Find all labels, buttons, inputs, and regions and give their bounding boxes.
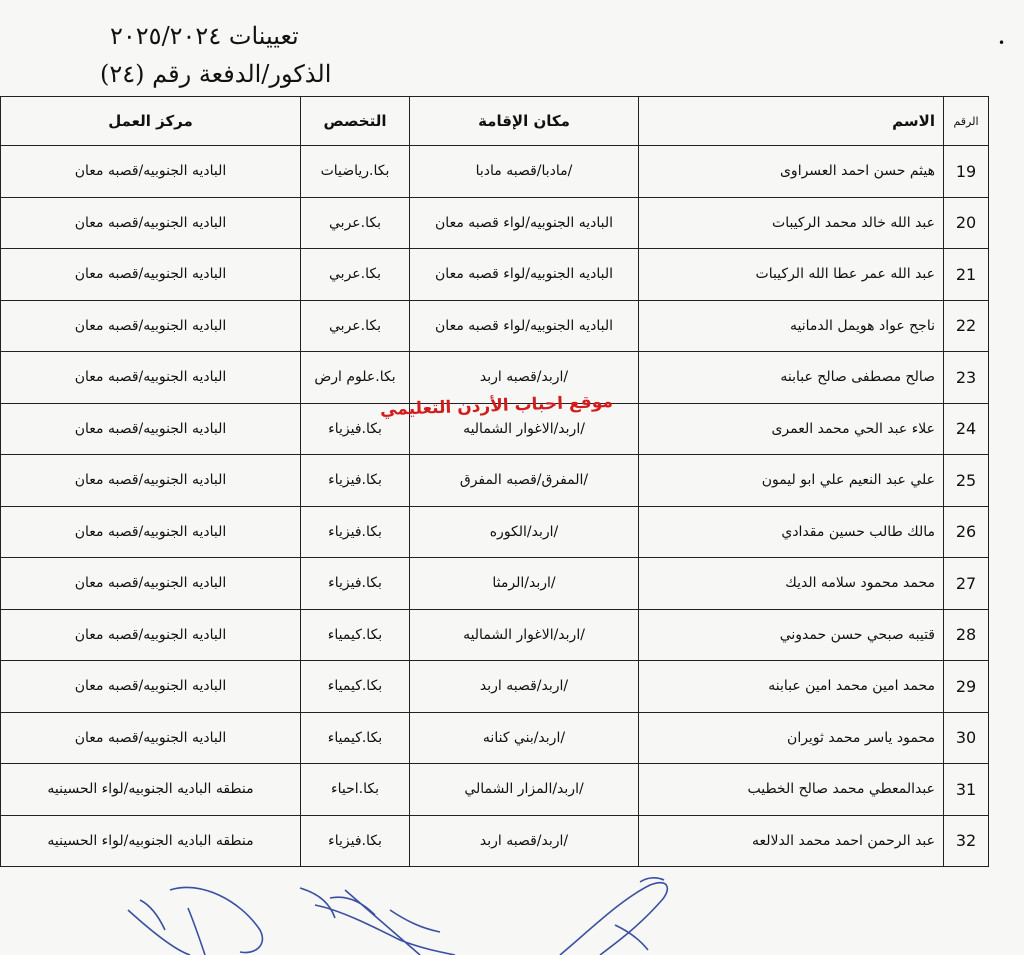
table-row (1, 249, 989, 301)
table-row (1, 455, 989, 507)
table-row (1, 197, 989, 249)
row-number: 20 (944, 197, 989, 249)
row-residence: الباديه الجنوبيه/لواء قصبه معان (410, 197, 639, 249)
row-residence: /اربد/قصبه اربد (410, 661, 639, 713)
row-specialty: بكا.فيزياء (301, 558, 410, 610)
row-number: 30 (944, 712, 989, 764)
row-name: عبد الله عمر عطا الله الركيبات (639, 249, 944, 301)
row-number: 28 (944, 609, 989, 661)
row-specialty: بكا.عربي (301, 197, 410, 249)
row-name: ناجح عواد هويمل الدمانيه (639, 300, 944, 352)
row-specialty: بكا.فيزياء (301, 403, 410, 455)
row-specialty: بكا.فيزياء (301, 815, 410, 867)
row-specialty: بكا.رياضيات (301, 146, 410, 198)
table-header-row (1, 97, 989, 146)
row-work-center: الباديه الجنوبيه/قصبه معان (1, 661, 301, 713)
header-residence: مكان الإقامة (410, 97, 639, 146)
row-specialty: بكا.فيزياء (301, 455, 410, 507)
row-name: علي عبد النعيم علي ابو ليمون (639, 455, 944, 507)
table-row (1, 661, 989, 713)
row-work-center: الباديه الجنوبيه/قصبه معان (1, 197, 301, 249)
row-number: 24 (944, 403, 989, 455)
appointments-table (0, 96, 989, 867)
row-name: قتيبه صبحي حسن حمدوني (639, 609, 944, 661)
row-residence: /اربد/الرمثا (410, 558, 639, 610)
row-number: 19 (944, 146, 989, 198)
table-row (1, 558, 989, 610)
watermark: موقع احباب الأردن التعليمي (379, 391, 614, 421)
row-name: عبد الرحمن احمد محمد الدلالعه (639, 815, 944, 867)
table-row (1, 300, 989, 352)
row-residence: /اربد/الاغوار الشماليه (410, 403, 639, 455)
row-work-center: منطقه الباديه الجنوبيه/لواء الحسينيه (1, 815, 301, 867)
header-specialty: التخصص (301, 97, 410, 146)
row-specialty: بكا.كيمياء (301, 661, 410, 713)
row-work-center: الباديه الجنوبيه/قصبه معان (1, 352, 301, 404)
row-specialty: بكا.كيمياء (301, 712, 410, 764)
row-name: محمد امين محمد امين عبابنه (639, 661, 944, 713)
row-work-center: الباديه الجنوبيه/قصبه معان (1, 712, 301, 764)
row-number: 21 (944, 249, 989, 301)
header-name: الاسم (639, 97, 944, 146)
table-row (1, 609, 989, 661)
header-work-center: مركز العمل (1, 97, 301, 146)
row-number: 23 (944, 352, 989, 404)
row-work-center: الباديه الجنوبيه/قصبه معان (1, 300, 301, 352)
row-name: عبد الله خالد محمد الركيبات (639, 197, 944, 249)
row-name: عبدالمعطي محمد صالح الخطيب (639, 764, 944, 816)
stray-dot: • (998, 36, 1006, 50)
row-number: 26 (944, 506, 989, 558)
row-name: مالك طالب حسين مقدادي (639, 506, 944, 558)
row-specialty: بكا.كيمياء (301, 609, 410, 661)
table-row (1, 815, 989, 867)
signature-left (128, 887, 262, 955)
row-work-center: الباديه الجنوبيه/قصبه معان (1, 506, 301, 558)
row-work-center: الباديه الجنوبيه/قصبه معان (1, 403, 301, 455)
row-work-center: الباديه الجنوبيه/قصبه معان (1, 558, 301, 610)
row-specialty: بكا.عربي (301, 249, 410, 301)
row-specialty: بكا.عربي (301, 300, 410, 352)
row-specialty: بكا.علوم ارض (301, 352, 410, 404)
signature-middle (300, 888, 455, 955)
row-number: 25 (944, 455, 989, 507)
row-residence: /اربد/بني كنانه (410, 712, 639, 764)
row-residence: الباديه الجنوبيه/لواء قصبه معان (410, 300, 639, 352)
page-title: تعيينات ٢٠٢٥/٢٠٢٤ (110, 22, 299, 50)
row-residence: /المفرق/قصبه المفرق (410, 455, 639, 507)
table-row (1, 506, 989, 558)
row-specialty: بكا.احياء (301, 764, 410, 816)
row-name: علاء عبد الحي محمد العمرى (639, 403, 944, 455)
table-row (1, 764, 989, 816)
row-residence: /اربد/قصبه اربد (410, 815, 639, 867)
row-work-center: الباديه الجنوبيه/قصبه معان (1, 146, 301, 198)
signature-right (560, 878, 667, 955)
row-residence: /مادبا/قصبه مادبا (410, 146, 639, 198)
row-name: صالح مصطفى صالح عبابنه (639, 352, 944, 404)
signatures (0, 870, 1024, 955)
table-row (1, 146, 989, 198)
header-number: الرقم (944, 97, 989, 146)
row-work-center: الباديه الجنوبيه/قصبه معان (1, 609, 301, 661)
row-specialty: بكا.فيزياء (301, 506, 410, 558)
row-work-center: الباديه الجنوبيه/قصبه معان (1, 455, 301, 507)
row-residence: /اربد/المزار الشمالي (410, 764, 639, 816)
row-name: محمد محمود سلامه الديك (639, 558, 944, 610)
row-residence: /اربد/الاغوار الشماليه (410, 609, 639, 661)
row-name: محمود ياسر محمد ثويران (639, 712, 944, 764)
row-name: هيثم حسن احمد العسراوى (639, 146, 944, 198)
row-residence: /اربد/قصبه اربد (410, 352, 639, 404)
row-residence: الباديه الجنوبيه/لواء قصبه معان (410, 249, 639, 301)
row-number: 29 (944, 661, 989, 713)
row-number: 22 (944, 300, 989, 352)
row-work-center: منطقه الباديه الجنوبيه/لواء الحسينيه (1, 764, 301, 816)
row-number: 27 (944, 558, 989, 610)
row-number: 32 (944, 815, 989, 867)
row-number: 31 (944, 764, 989, 816)
table-row (1, 712, 989, 764)
page-subtitle: الذكور/الدفعة رقم (٢٤) (100, 60, 332, 88)
row-work-center: الباديه الجنوبيه/قصبه معان (1, 249, 301, 301)
row-residence: /اربد/الكوره (410, 506, 639, 558)
